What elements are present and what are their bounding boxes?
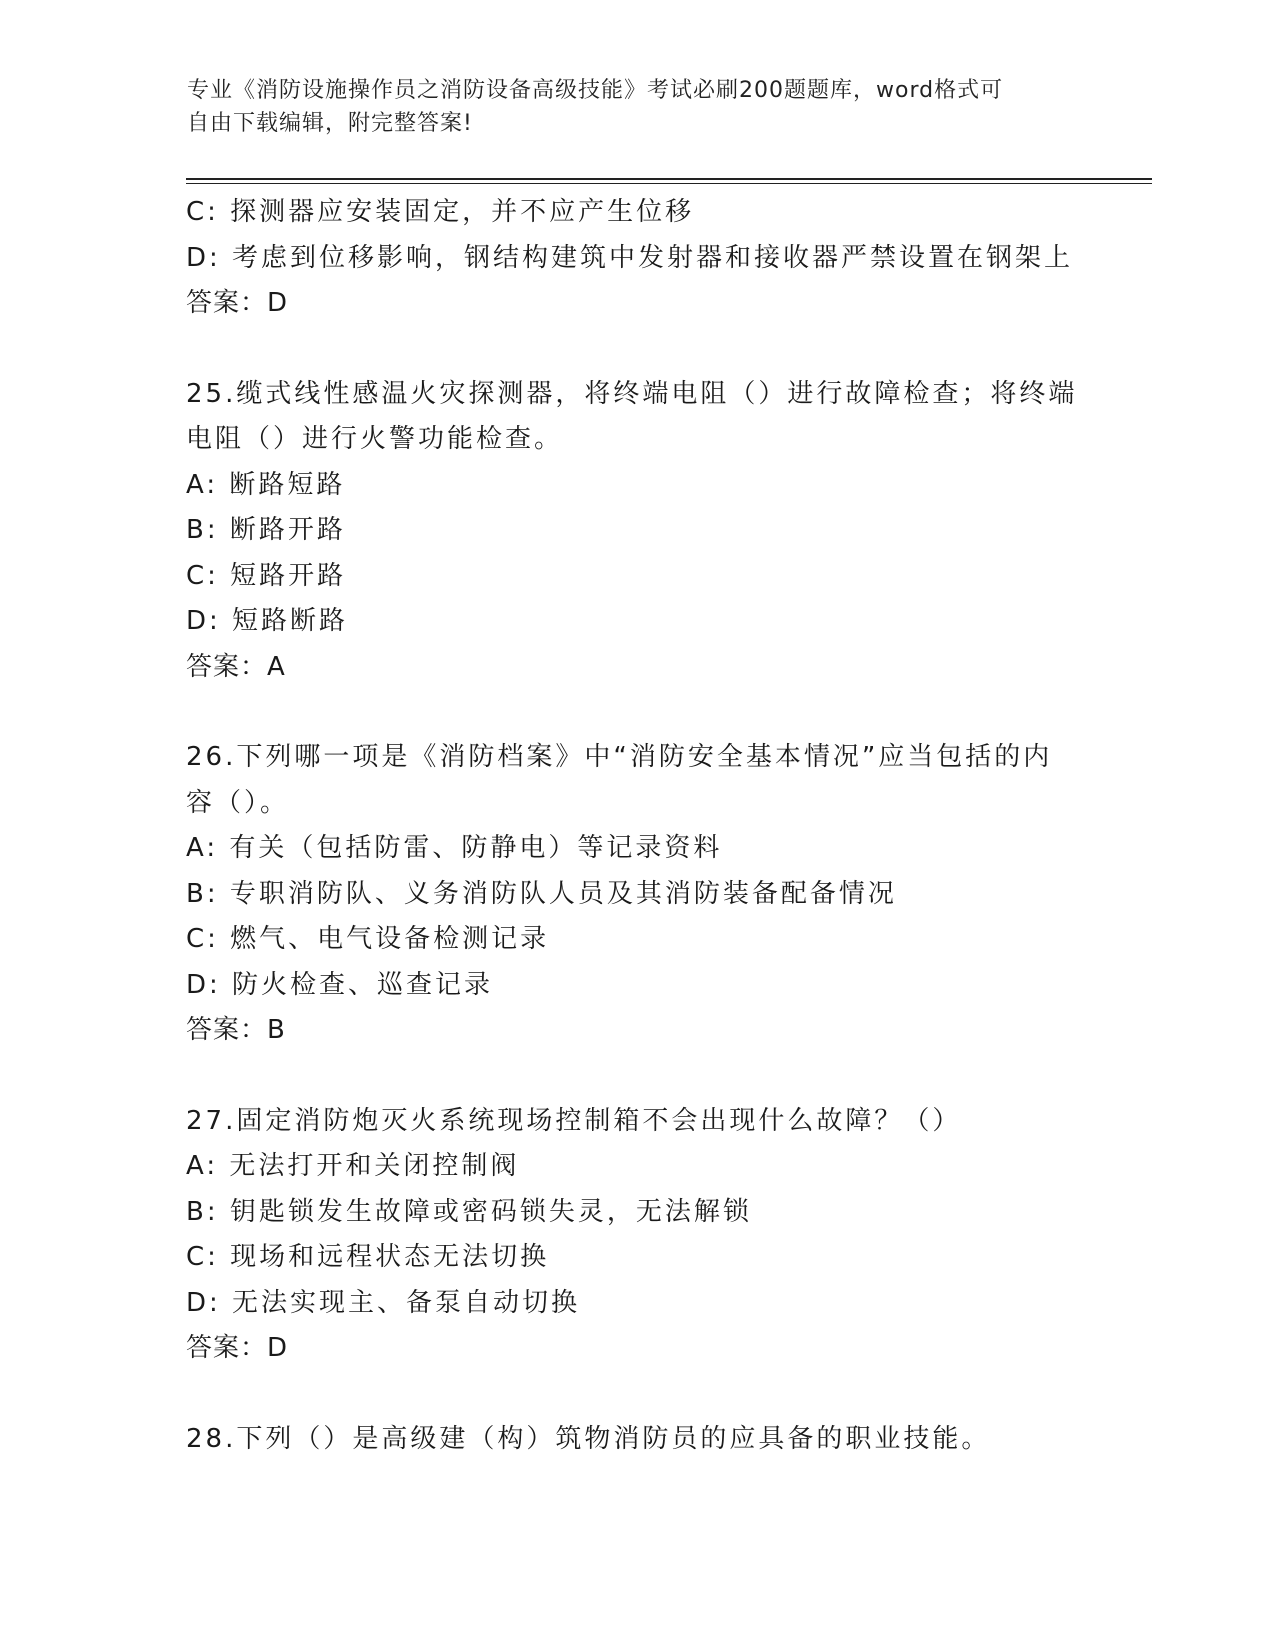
answer-line: 答案：B [186,1015,286,1045]
question-stem: 28.下列（）是高级建（构）筑物消防员的应具备的职业技能。 [186,1423,991,1454]
option-b: B: 钥匙锁发生故障或密码锁失灵，无法解锁 [186,1196,752,1227]
header-rule-thick [186,178,1152,180]
option-a: A: 有关（包括防雷、防静电）等记录资料 [186,833,723,863]
option-d: D: 短路断路 [186,606,349,636]
question-27 [186,1099,1086,1372]
option-a: A: 断路短路 [186,469,346,500]
header-rule-thin [186,183,1152,184]
question-stem-cont: 电阻（）进行火警功能检查。 [186,424,564,454]
prev-question-block [186,190,1086,327]
question-content [186,190,1086,1462]
option-d: D: 考虑到位移影响，钢结构建筑中发射器和接收器严禁设置在钢架上 [186,242,1074,273]
answer-line: 答案：D [186,1333,289,1363]
option-c: C: 燃气、电气设备检测记录 [186,924,550,954]
header-line-2: 自由下载编辑，附完整答案! [187,111,473,136]
question-28 [186,1417,1086,1463]
question-26 [186,735,1086,1054]
option-c: C: 探测器应安装固定，并不应产生位移 [186,197,695,227]
question-stem-cont: 容（）。 [186,787,290,818]
option-c: C: 现场和远程状态无法切换 [186,1242,550,1272]
answer-line: 答案：A [186,651,286,682]
question-stem: 26.下列哪一项是《消防档案》中“消防安全基本情况”应当包括的内 [186,742,1053,772]
document-header [187,74,1067,140]
header-line-1: 专业《消防设施操作员之消防设备高级技能》考试必刷200题题库，word格式可 [187,78,1004,103]
option-d: D: 无法实现主、备泵自动切换 [186,1287,581,1318]
question-stem: 27.固定消防炮灭火系统现场控制箱不会出现什么故障？（） [186,1105,962,1136]
answer-line: 答案：D [186,288,289,318]
option-a: A: 无法打开和关闭控制阀 [186,1151,520,1181]
question-25 [186,372,1086,691]
option-c: C: 短路开路 [186,560,347,591]
option-b: B: 专职消防队、义务消防队人员及其消防装备配备情况 [186,878,897,909]
option-b: B: 断路开路 [186,515,346,545]
question-stem: 25.缆式线性感温火灾探测器，将终端电阻（）进行故障检查；将终端 [186,378,1078,409]
option-d: D: 防火检查、巡查记录 [186,969,494,1000]
